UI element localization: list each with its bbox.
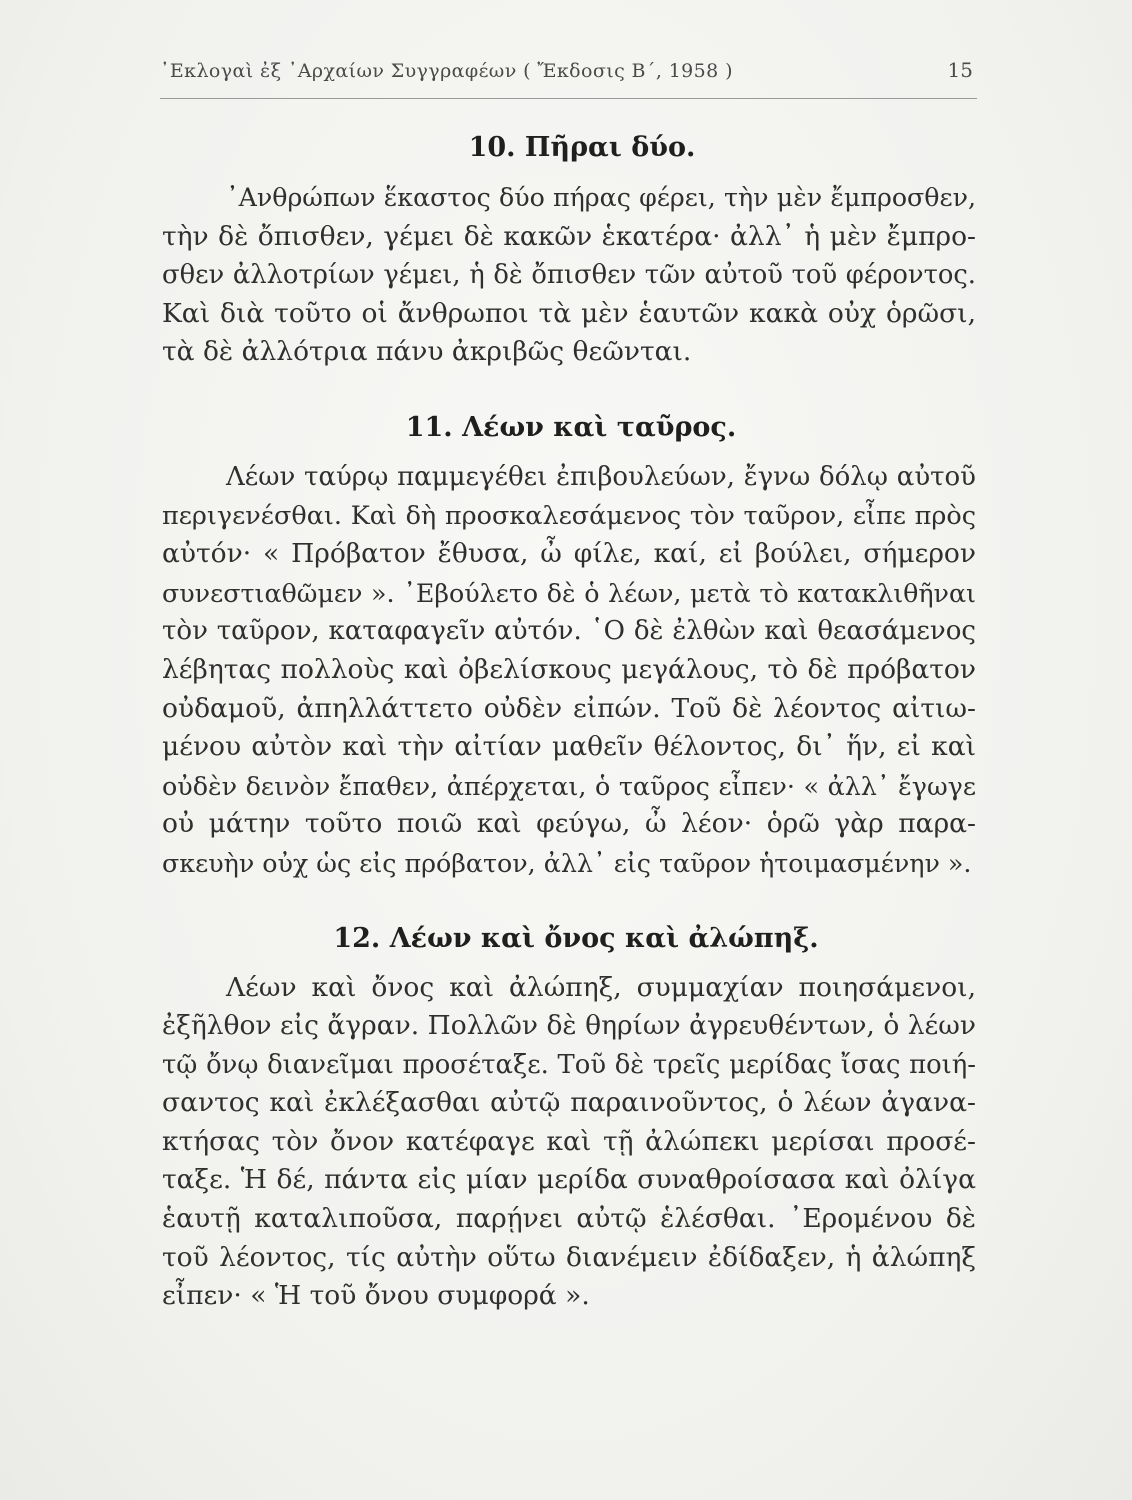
text-line: τῷ ὄνῳ διανεῖμαι προσέταξε. Τοῦ δὲ τρεῖς μερίδας ἴσας ποιή-: [162, 1049, 976, 1080]
text-line: οὐδαμοῦ, ἀπηλλάττετο οὐδὲν εἰπών. Τοῦ δὲ λέοντος αἰτιω-: [162, 692, 976, 724]
page-number: 15: [947, 58, 973, 82]
section-paragraph: [162, 179, 976, 372]
text-line: αὐτόν· « Πρόβατον ἔθυσα, ὦ φίλε, καί, εἰ βούλει, σήμερον: [162, 538, 976, 570]
text-line: σαντος καὶ ἐκλέξασθαι αὐτῷ παραινοῦντος, ὁ λέων ἀγανα-: [162, 1087, 976, 1119]
text-line: λέβητας πολλοὺς καὶ ὀβελίσκους μεγάλους, τὸ δὲ πρόβατον: [162, 653, 976, 685]
section-title: 10. Πῆραι δύο.: [468, 132, 696, 163]
running-header: [160, 58, 977, 99]
text-line: οὐ μάτην τοῦτο ποιῶ καὶ φεύγω, ὦ λέον· ὁρῶ γὰρ παρα-: [162, 808, 976, 840]
text-line: σκευὴν οὐχ ὡς εἰς πρόβατον, ἀλλ᾽ εἰς ταῦρον ἡτοιμασμένην ».: [162, 847, 972, 878]
text-line: σθεν ἀλλοτρίων γέμει, ἡ δὲ ὄπισθεν τῶν αὐτοῦ τοῦ φέροντος.: [162, 260, 976, 291]
text-line: περιγενέσθαι. Καὶ δὴ προσκαλεσάμενος τὸν ταῦρον, εἶπε πρὸς: [162, 500, 976, 531]
text-line: μένου αὐτὸν καὶ τὴν αἰτίαν μαθεῖν θέλοντος, δι᾽ ἥν, εἰ καὶ: [162, 731, 976, 763]
running-title: ᾽Εκλογαὶ ἐξ ᾽Αρχαίων Συγγραφέων ( Ἔκδοσις Β΄, 1958 ): [160, 60, 733, 82]
text-line: τοῦ λέοντος, τίς αὐτὴν οὕτω διανέμειν ἐδίδαξεν, ἡ ἀλώπηξ: [162, 1241, 976, 1273]
text-line: ᾽Ανθρώπων ἕκαστος δύο πήρας φέρει, τὴν μὲν ἔμπροσθεν,: [226, 183, 976, 212]
text-line: οὐδὲν δεινὸν ἔπαθεν, ἀπέρχεται, ὁ ταῦρος εἶπεν· « ἀλλ᾽ ἔγωγε: [162, 770, 976, 801]
section-paragraph: [162, 458, 976, 883]
text-line: τὸν ταῦρον, καταφαγεῖν αὐτόν. ῾Ο δὲ ἐλθὼν καὶ θεασάμενος: [162, 616, 976, 647]
text-line: συνεστιαθῶμεν ». ᾽Εβούλετο δὲ ὁ λέων, μετὰ τὸ κατακλιθῆναι: [162, 577, 976, 608]
section-title: 11. Λέων καὶ ταῦρος.: [405, 411, 737, 443]
section-paragraph: [162, 969, 976, 1316]
text-line: ἑαυτῇ καταλιποῦσα, παρῄνει αὐτῷ ἑλέσθαι. ᾽Ερομένου δὲ: [162, 1203, 976, 1235]
text-line: Καὶ διὰ τοῦτο οἱ ἄνθρωποι τὰ μὲν ἑαυτῶν κακὰ οὐχ ὁρῶσι,: [162, 297, 976, 329]
text-line: τὴν δὲ ὄπισθεν, γέμει δὲ κακῶν ἑκατέρα· ἀλλ᾽ ἡ μὲν ἔμπρο-: [162, 220, 976, 252]
text-line: εἶπεν· « Ἡ τοῦ ὄνου συμφορά ».: [162, 1280, 590, 1312]
text-block: [162, 128, 976, 1316]
text-line: Λέων καὶ ὄνος καὶ ἀλώπηξ, συμμαχίαν ποιησάμενοι,: [226, 971, 976, 1003]
section-title: 12. Λέων καὶ ὄνος καὶ ἀλώπηξ.: [333, 922, 819, 954]
text-line: ταξε. Ἡ δέ, πάντα εἰς μίαν μερίδα συναθροίσασα καὶ ὀλίγα: [162, 1164, 976, 1196]
text-line: ἐξῆλθον εἰς ἄγραν. Πολλῶν δὲ θηρίων ἀγρευθέντων, ὁ λέων: [162, 1010, 976, 1042]
text-line: Λέων ταύρῳ παμμεγέθει ἐπιβουλεύων, ἔγνω δόλῳ αὐτοῦ: [226, 461, 976, 492]
text-line: κτήσας τὸν ὄνον κατέφαγε καὶ τῇ ἀλώπεκι μερίσαι προσέ-: [162, 1125, 976, 1157]
text-line: τὰ δὲ ἀλλότρια πάνυ ἀκριβῶς θεῶνται.: [162, 336, 692, 368]
